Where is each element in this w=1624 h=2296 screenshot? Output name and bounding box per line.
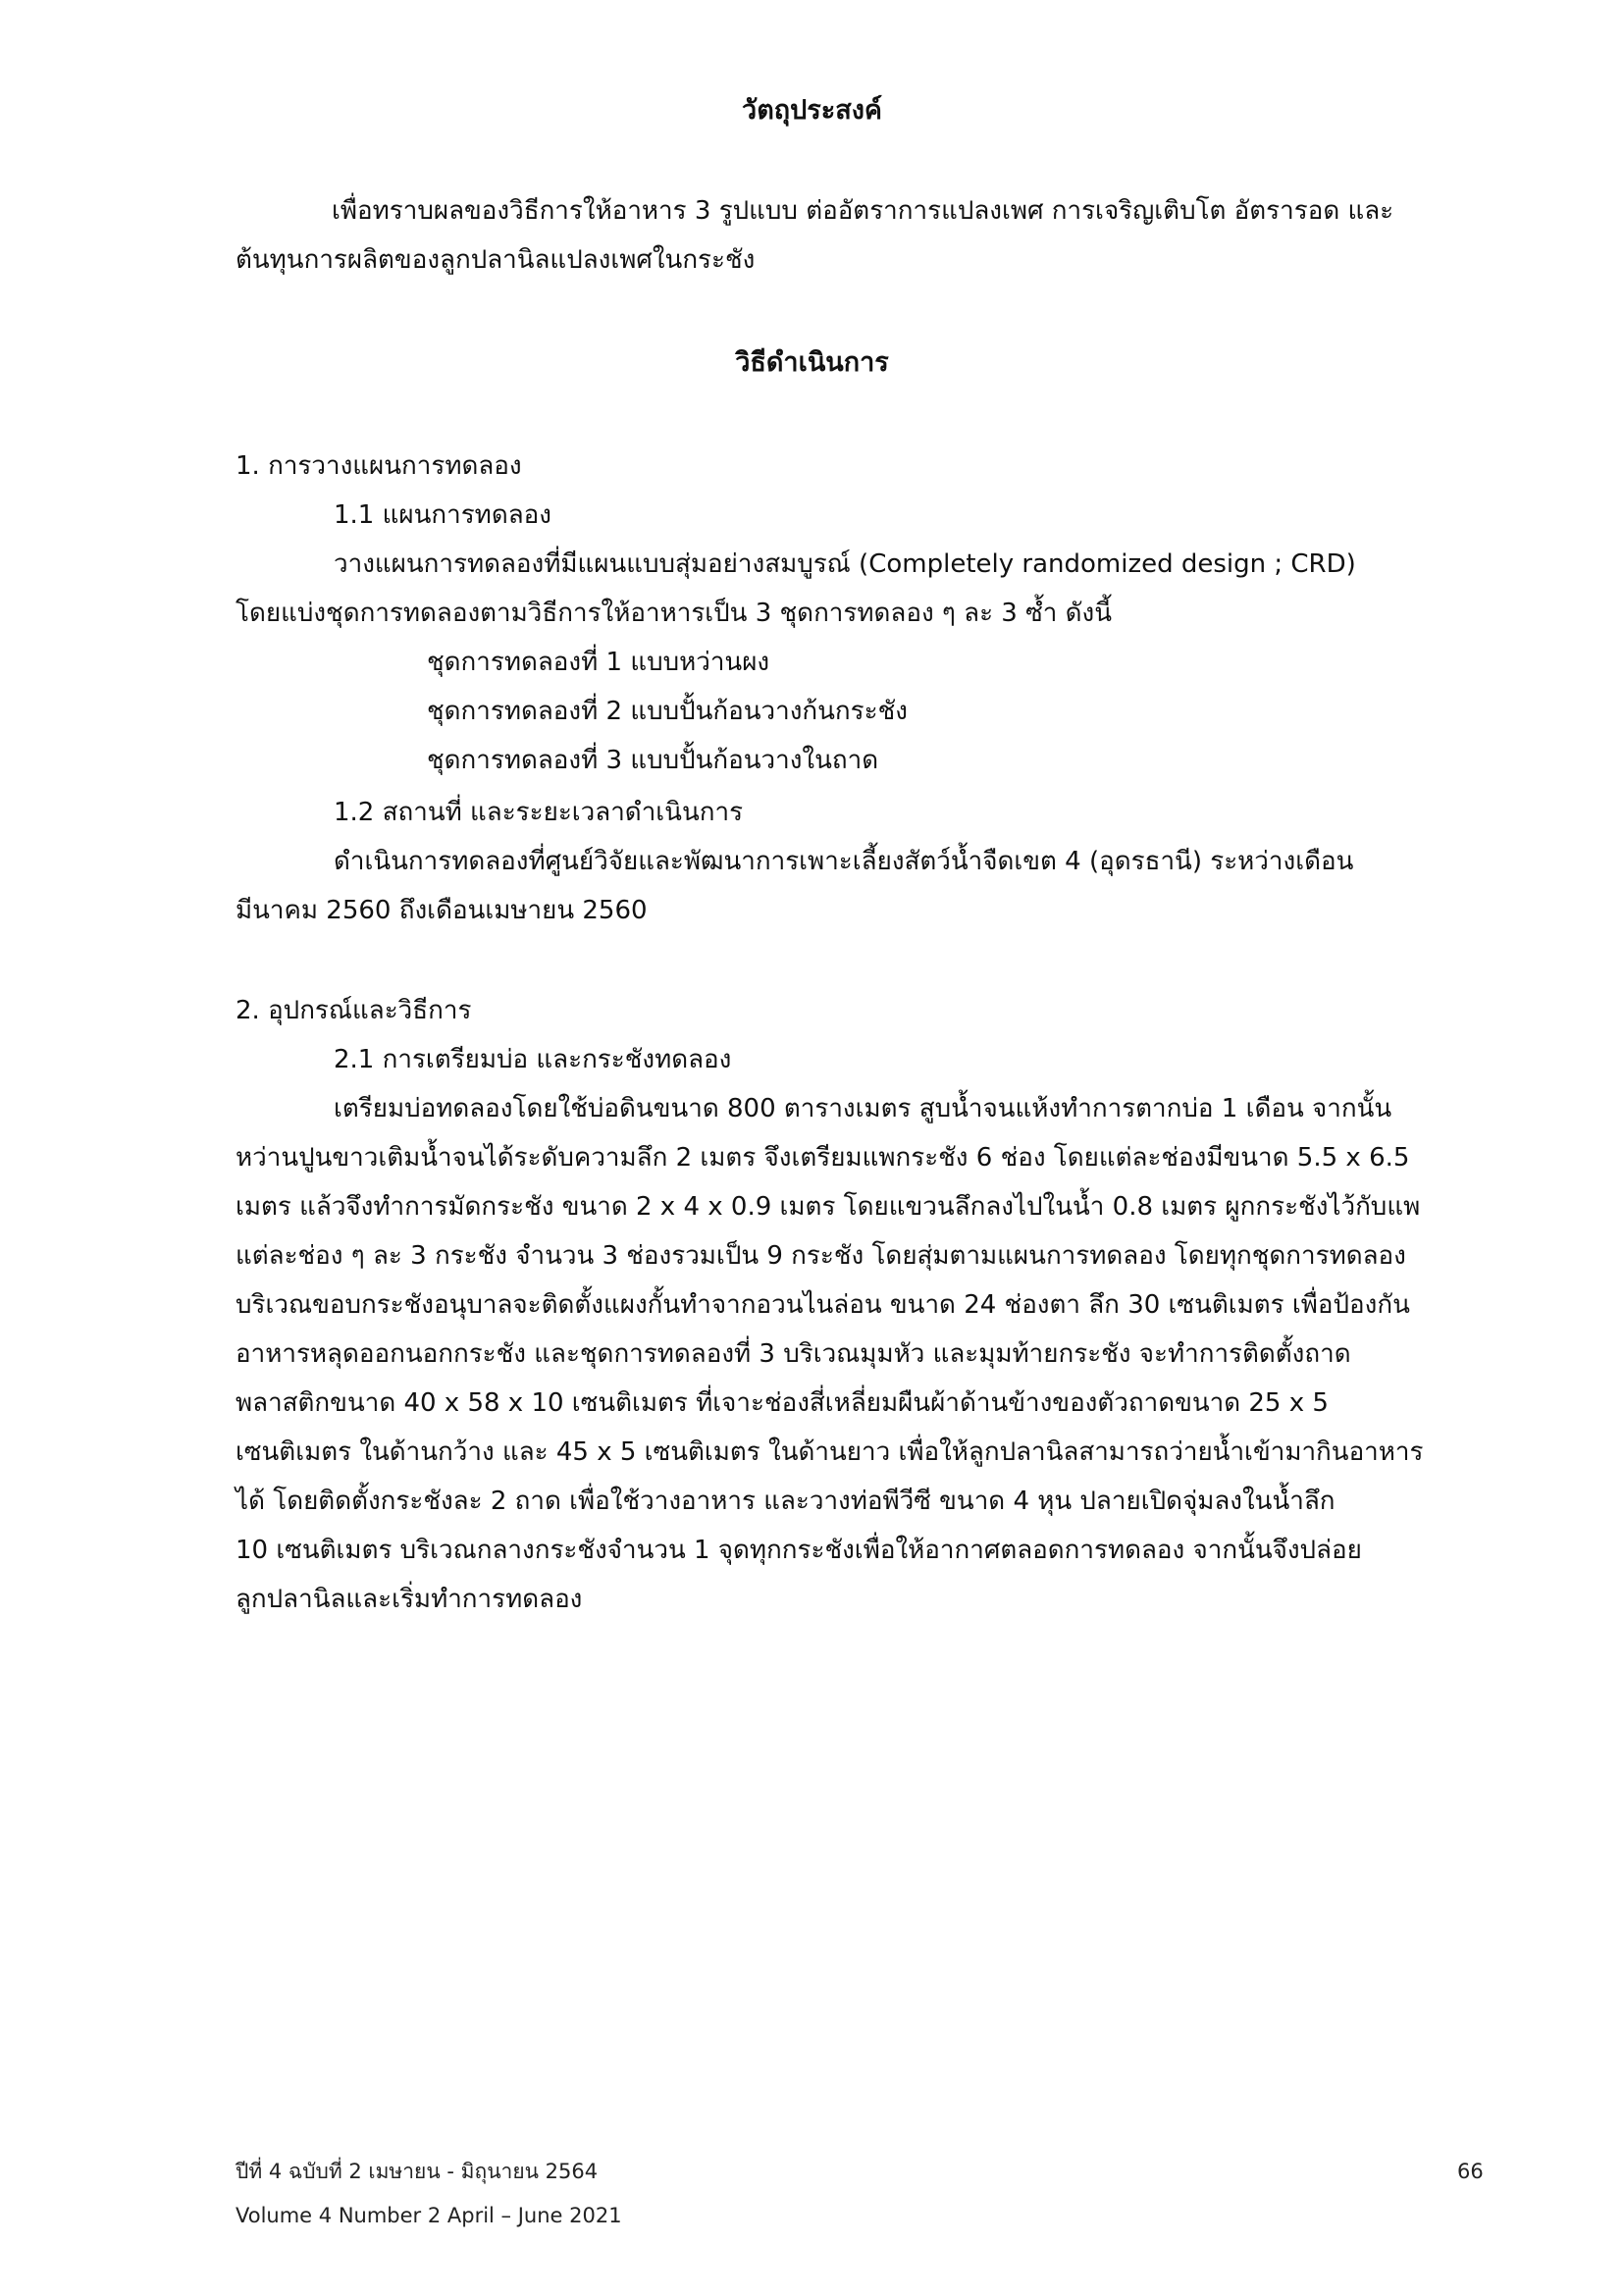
section-2-1-line-11: ลูกปลานิลและเริ่มทำการทดลอง [236, 1585, 583, 1614]
treatment-3: ชุดการทดลองที่ 3 แบบปั้นก้อนวางในถาด [427, 746, 879, 775]
section-2-1-line-10: 10 เซนติเมตร บริเวณกลางกระชังจำนวน 1 จุดทุกกระชังเพื่อให้อากาศตลอดการทดลอง จากนั้นจึงปล่อย [236, 1536, 1362, 1565]
section-2-1-line-1: เตรียมบ่อทดลองโดยใช้บ่อดินขนาด 800 ตารางเมตร สูบน้ำจนแห้งทำการตากบ่อ 1 เดือน จากนั้น [334, 1094, 1392, 1123]
section-1-1-line-1: วางแผนการทดลองที่มีแผนแบบสุ่มอย่างสมบูรณ์ (Completely randomized design ; CRD) [334, 549, 1356, 579]
objective-heading: วัตถุประสงค์ [742, 95, 882, 126]
objective-line-2: ต้นทุนการผลิตของลูกปลานิลแปลงเพศในกระชัง [236, 245, 756, 275]
treatment-2: ชุดการทดลองที่ 2 แบบปั้นก้อนวางก้นกระชัง [427, 697, 908, 726]
footer-issue-thai: ปีที่ 4 ฉบับที่ 2 เมษายน - มิถุนายน 2564 [236, 2160, 599, 2183]
section-2-1-line-2: หว่านปูนขาวเติมน้ำจนได้ระดับความลึก 2 เมตร จึงเตรียมแพกระชัง 6 ช่อง โดยแต่ละช่องมีขนาด 5.5 x 6.5 [236, 1143, 1410, 1173]
section-2-1-line-7: พลาสติกขนาด 40 x 58 x 10 เซนติเมตร ที่เจาะช่องสี่เหลี่ยมผืนผ้าด้านข้างของตัวถาดขนาด 25 x 5 [236, 1388, 1329, 1418]
section-2-1-line-9: ได้ โดยติดตั้งกระชังละ 2 ถาด เพื่อใช้วางอาหาร และวางท่อพีวีซี ขนาด 4 หุน ปลายเปิดจุ่มลงในน้ำลึก [236, 1487, 1336, 1516]
section-2-1-line-5: บริเวณขอบกระชังอนุบาลจะติดตั้งแผงกั้นทำจากอวนไนล่อน ขนาด 24 ช่องตา ลึก 30 เซนติเมตร เพื่อป้องกัน [236, 1290, 1410, 1320]
objective-line-1: เพื่อทราบผลของวิธีการให้อาหาร 3 รูปแบบ ต่ออัตราการแปลงเพศ การเจริญเติบโต อัตรารอด และ [332, 196, 1394, 226]
section-2-1-title: 2.1 การเตรียมบ่อ และกระชังทดลอง [334, 1045, 732, 1074]
section-2-1-line-4: แต่ละช่อง ๆ ละ 3 กระชัง จำนวน 3 ช่องรวมเป็น 9 กระชัง โดยสุ่มตามแผนการทดลอง โดยทุกชุดการทดลอง [236, 1241, 1406, 1271]
footer-issue-english: Volume 4 Number 2 April – June 2021 [236, 2204, 622, 2227]
methods-heading: วิธีดำเนินการ [735, 347, 889, 378]
section-1-2-line-1: ดำเนินการทดลองที่ศูนย์วิจัยและพัฒนาการเพาะเลี้ยงสัตว์น้ำจืดเขต 4 (อุดรธานี) ระหว่างเดือน [334, 847, 1354, 876]
section-1-2-title: 1.2 สถานที่ และระยะเวลาดำเนินการ [334, 798, 744, 827]
section-1-1-line-2: โดยแบ่งชุดการทดลองตามวิธีการให้อาหารเป็น 3 ชุดการทดลอง ๆ ละ 3 ซ้ำ ดังนี้ [236, 599, 1112, 628]
section-2-1-line-6: อาหารหลุดออกนอกกระชัง และชุดการทดลองที่ 3 บริเวณมุมหัว และมุมท้ายกระชัง จะทำการติดตั้งถาด [236, 1339, 1351, 1369]
treatment-1: ชุดการทดลองที่ 1 แบบหว่านผง [427, 648, 770, 677]
section-1-1-title: 1.1 แผนการทดลอง [334, 500, 551, 530]
section-1-title: 1. การวางแผนการทดลอง [236, 451, 522, 481]
section-2-1-line-3: เมตร แล้วจึงทำการมัดกระชัง ขนาด 2 x 4 x 0.9 เมตร โดยแขวนลึกลงไปในน้ำ 0.8 เมตร ผูกกระชังไว้กับแพ [236, 1192, 1421, 1222]
page-number: 66 [1457, 2160, 1484, 2183]
section-2-title: 2. อุปกรณ์และวิธีการ [236, 996, 472, 1025]
section-2-1-line-8: เซนติเมตร ในด้านกว้าง และ 45 x 5 เซนติเมตร ในด้านยาว เพื่อให้ลูกปลานิลสามารถว่ายน้ำเข้ามากินอาหาร [236, 1437, 1424, 1467]
section-1-2-line-2: มีนาคม 2560 ถึงเดือนเมษายน 2560 [236, 896, 648, 925]
